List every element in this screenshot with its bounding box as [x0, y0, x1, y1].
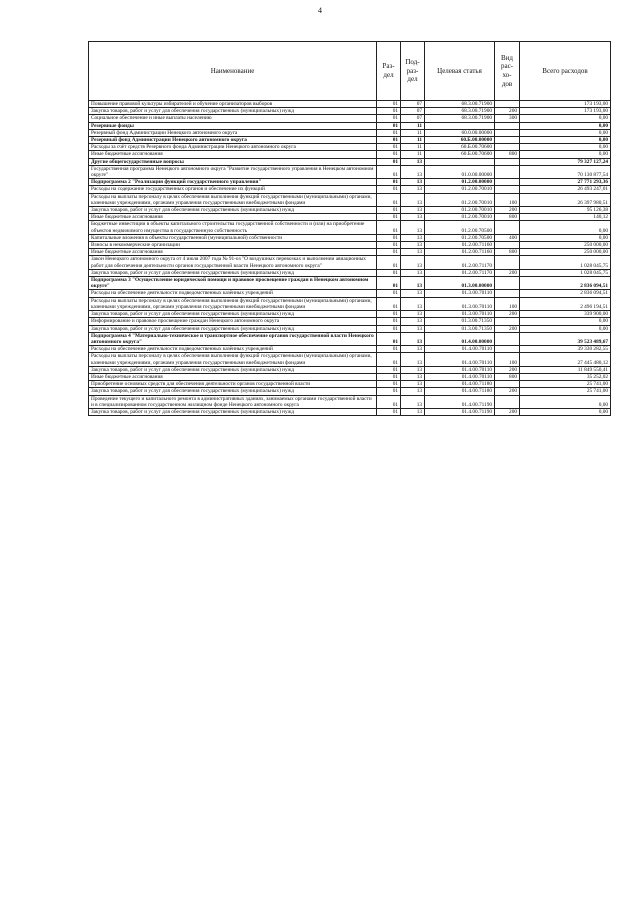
- cell-razdel: 01: [377, 353, 401, 366]
- cell-razdel: 01: [377, 249, 401, 256]
- cell-podrazdel: 13: [401, 256, 425, 269]
- cell-name: Другие общегосударственные вопросы: [89, 158, 377, 165]
- cell-podrazdel: 13: [401, 242, 425, 249]
- cell-vid: [495, 256, 520, 269]
- cell-podrazdel: 13: [401, 186, 425, 193]
- table-row: [89, 311, 611, 318]
- cell-razdel: 01: [377, 207, 401, 214]
- cell-target: 01.2.00.70500: [425, 221, 495, 234]
- table-row: [89, 297, 611, 310]
- cell-razdel: 01: [377, 101, 401, 108]
- budget-table: [88, 41, 611, 416]
- cell-total: 27 445 480,12: [520, 353, 611, 366]
- cell-total: 25 741,00: [520, 381, 611, 388]
- cell-name: Закупка товаров, работ и услуг для обеспечения государственных (муниципальных) нужд: [89, 108, 377, 115]
- table-row: [89, 381, 611, 388]
- cell-podrazdel: 13: [401, 381, 425, 388]
- cell-vid: [495, 165, 520, 178]
- cell-podrazdel: 13: [401, 346, 425, 353]
- cell-vid: [495, 179, 520, 186]
- table-header-row: [89, 42, 611, 101]
- cell-total: 250 000,00: [520, 249, 611, 256]
- table-row: [89, 395, 611, 408]
- cell-total: 27 771 293,36: [520, 179, 611, 186]
- cell-name: Закупка товаров, работ и услуг для обеспечения государственных (муниципальных) нужд: [89, 311, 377, 318]
- cell-vid: 200: [495, 269, 520, 276]
- cell-vid: [495, 137, 520, 144]
- cell-razdel: 01: [377, 395, 401, 408]
- cell-target: 68.3.00.71900: [425, 108, 495, 115]
- cell-target: 01.2.00.70010: [425, 214, 495, 221]
- table-row: [89, 234, 611, 241]
- cell-total: 173 193,00: [520, 108, 611, 115]
- cell-razdel: 01: [377, 332, 401, 345]
- cell-total: 0,00: [520, 151, 611, 158]
- cell-vid: 100: [495, 193, 520, 206]
- cell-podrazdel: 13: [401, 193, 425, 206]
- cell-vid: 100: [495, 297, 520, 310]
- table-row: [89, 249, 611, 256]
- cell-name: Закупка товаров, работ и услуг для обеспечения государственных (муниципальных) нужд: [89, 366, 377, 373]
- cell-razdel: 01: [377, 373, 401, 380]
- cell-vid: 200: [495, 108, 520, 115]
- cell-vid: 200: [495, 388, 520, 395]
- cell-total: 2 836 094,51: [520, 277, 611, 290]
- table-row: [89, 325, 611, 332]
- header-podrazdel: Под- раз- дел: [401, 42, 425, 101]
- cell-total: 0,00: [520, 318, 611, 325]
- table-row: [89, 179, 611, 186]
- cell-total: 250 000,00: [520, 242, 611, 249]
- cell-total: 2 496 194,51: [520, 297, 611, 310]
- cell-target: 60.Б.00.70600: [425, 151, 495, 158]
- cell-vid: [495, 242, 520, 249]
- cell-total: 95 126,38: [520, 207, 611, 214]
- cell-razdel: 01: [377, 137, 401, 144]
- cell-razdel: 01: [377, 193, 401, 206]
- table-row: [89, 186, 611, 193]
- cell-podrazdel: 13: [401, 221, 425, 234]
- cell-target: 68.3.00.71900: [425, 115, 495, 122]
- table-row: [89, 193, 611, 206]
- header-razdel: Раз- дел: [377, 42, 401, 101]
- cell-razdel: 01: [377, 381, 401, 388]
- cell-name: Закупка товаров, работ и услуг для обеспечения государственных (муниципальных) нужд: [89, 388, 377, 395]
- table-row: [89, 101, 611, 108]
- table-row: [89, 122, 611, 129]
- cell-podrazdel: 07: [401, 108, 425, 115]
- cell-name: Иные бюджетные ассигнования: [89, 249, 377, 256]
- cell-podrazdel: 13: [401, 165, 425, 178]
- cell-razdel: 01: [377, 221, 401, 234]
- cell-podrazdel: 13: [401, 325, 425, 332]
- cell-vid: [495, 186, 520, 193]
- cell-target: 01.4.00.00000: [425, 332, 495, 345]
- cell-podrazdel: 13: [401, 277, 425, 290]
- cell-target: 60.Б.00.70600: [425, 144, 495, 151]
- cell-razdel: 01: [377, 388, 401, 395]
- cell-vid: [495, 381, 520, 388]
- cell-vid: 200: [495, 408, 520, 415]
- cell-razdel: 01: [377, 186, 401, 193]
- cell-vid: 800: [495, 151, 520, 158]
- cell-vid: [495, 129, 520, 136]
- cell-name: Закупка товаров, работ и услуг для обеспечения государственных (муниципальных) нужд: [89, 207, 377, 214]
- cell-target: 01.2.00.70010: [425, 186, 495, 193]
- table-row: [89, 290, 611, 297]
- cell-name: Государственная программа Ненецкого автономного округа "Развитие государственного управления в Ненецком автономном округе": [89, 165, 377, 178]
- table-row: [89, 129, 611, 136]
- cell-target: 01.2.00.70010: [425, 193, 495, 206]
- table-row: [89, 346, 611, 353]
- cell-razdel: 01: [377, 214, 401, 221]
- table-row: [89, 214, 611, 221]
- cell-name: Расходы на обеспечение деятельности подведомственных казённых учреждений: [89, 346, 377, 353]
- cell-target: 01.4.00.71190: [425, 395, 495, 408]
- cell-podrazdel: 11: [401, 122, 425, 129]
- cell-total: 173 193,00: [520, 101, 611, 108]
- cell-podrazdel: 07: [401, 115, 425, 122]
- table-row: [89, 353, 611, 366]
- table-row: [89, 366, 611, 373]
- cell-podrazdel: 13: [401, 388, 425, 395]
- cell-podrazdel: 13: [401, 249, 425, 256]
- cell-total: 0,00: [520, 122, 611, 129]
- cell-target: 01.4.00.70110: [425, 353, 495, 366]
- cell-target: [425, 122, 495, 129]
- cell-target: 60.Б.00.00000: [425, 137, 495, 144]
- cell-razdel: 01: [377, 408, 401, 415]
- cell-vid: [495, 318, 520, 325]
- cell-podrazdel: 13: [401, 318, 425, 325]
- cell-name: Бюджетные инвестиции в объекты капитального строительства государственной собственности и (или) на приобретение объектов недвижимого имущества в государственную собственность: [89, 221, 377, 234]
- cell-name: Закон Ненецкого автономного округа от 4 июля 2007 года № 91-оз "О воздушных перевозках и выполнении авиационных работ для обеспечения деятельности органов государственной власти Ненецкого автономного округа": [89, 256, 377, 269]
- cell-vid: [495, 221, 520, 234]
- cell-name: Резервные фонды: [89, 122, 377, 129]
- table-row: [89, 151, 611, 158]
- cell-razdel: 01: [377, 115, 401, 122]
- cell-target: 01.3.00.70110: [425, 297, 495, 310]
- cell-vid: 800: [495, 249, 520, 256]
- cell-vid: [495, 332, 520, 345]
- cell-name: Закупка товаров, работ и услуг для обеспечения государственных (муниципальных) нужд: [89, 408, 377, 415]
- cell-name: Резервный фонд Администрации Ненецкого автономного округа: [89, 137, 377, 144]
- cell-razdel: 01: [377, 256, 401, 269]
- cell-vid: [495, 290, 520, 297]
- cell-target: 01.3.00.71350: [425, 318, 495, 325]
- table-row: [89, 158, 611, 165]
- cell-target: 01.4.00.70110: [425, 366, 495, 373]
- cell-target: 01.2.00.00000: [425, 179, 495, 186]
- cell-target: 01.4.00.71180: [425, 381, 495, 388]
- cell-name: Расходы за счёт средств Резервного фонда Администрации Ненецкого автономного округа: [89, 144, 377, 151]
- cell-total: 0,00: [520, 144, 611, 151]
- cell-total: 70 130 877,54: [520, 165, 611, 178]
- cell-podrazdel: 13: [401, 207, 425, 214]
- cell-vid: 300: [495, 115, 520, 122]
- cell-podrazdel: 13: [401, 290, 425, 297]
- cell-total: 11 849 550,41: [520, 366, 611, 373]
- cell-podrazdel: 11: [401, 129, 425, 136]
- cell-target: 68.3.00.71900: [425, 101, 495, 108]
- cell-razdel: 01: [377, 234, 401, 241]
- cell-total: 0,00: [520, 408, 611, 415]
- cell-total: 39 330 282,55: [520, 346, 611, 353]
- table-row: [89, 388, 611, 395]
- cell-total: 1 028 045,75: [520, 256, 611, 269]
- cell-target: 01.3.00.70110: [425, 290, 495, 297]
- cell-vid: 800: [495, 373, 520, 380]
- cell-podrazdel: 13: [401, 332, 425, 345]
- cell-razdel: 01: [377, 366, 401, 373]
- cell-total: 0,00: [520, 137, 611, 144]
- cell-total: 0,00: [520, 221, 611, 234]
- cell-total: 2 836 094,51: [520, 290, 611, 297]
- cell-razdel: 01: [377, 242, 401, 249]
- cell-podrazdel: 07: [401, 101, 425, 108]
- cell-podrazdel: 11: [401, 151, 425, 158]
- table-row: [89, 144, 611, 151]
- cell-total: 0,00: [520, 395, 611, 408]
- cell-podrazdel: 13: [401, 234, 425, 241]
- cell-target: 01.3.00.70110: [425, 311, 495, 318]
- cell-razdel: 01: [377, 158, 401, 165]
- cell-razdel: 01: [377, 269, 401, 276]
- cell-razdel: 01: [377, 277, 401, 290]
- cell-podrazdel: 13: [401, 373, 425, 380]
- cell-name: Капитальные вложения в объекты государственной (муниципальной) собственности: [89, 234, 377, 241]
- table-row: [89, 207, 611, 214]
- cell-target: 01.4.00.70110: [425, 346, 495, 353]
- cell-razdel: 01: [377, 129, 401, 136]
- cell-vid: [495, 158, 520, 165]
- cell-name: Социальное обеспечение и иные выплаты населению: [89, 115, 377, 122]
- cell-podrazdel: 13: [401, 214, 425, 221]
- cell-target: 01.4.00.70110: [425, 373, 495, 380]
- table-row: [89, 137, 611, 144]
- cell-target: 01.2.00.71170: [425, 256, 495, 269]
- cell-total: 0,00: [520, 129, 611, 136]
- cell-razdel: 01: [377, 290, 401, 297]
- table-row: [89, 221, 611, 234]
- cell-name: Резервный фонд Администрации Ненецкого автономного округа: [89, 129, 377, 136]
- cell-razdel: 01: [377, 325, 401, 332]
- cell-podrazdel: 13: [401, 395, 425, 408]
- cell-total: 26 493 247,01: [520, 186, 611, 193]
- cell-name: Иные бюджетные ассигнования: [89, 151, 377, 158]
- table-row: [89, 165, 611, 178]
- cell-name: Расходы на содержание государственных органов и обеспечение их функций: [89, 186, 377, 193]
- cell-razdel: 01: [377, 165, 401, 178]
- table-row: [89, 256, 611, 269]
- cell-vid: 400: [495, 234, 520, 241]
- cell-name: Проведение текущего и капитального ремонта в административных зданиях, занимаемых органами государственной власти и в специализированном государственном жилищном фонде Ненецкого автономного округа: [89, 395, 377, 408]
- cell-name: Иные бюджетные ассигнования: [89, 214, 377, 221]
- cell-razdel: 01: [377, 108, 401, 115]
- cell-target: 01.3.00.00000: [425, 277, 495, 290]
- cell-name: Закупка товаров, работ и услуг для обеспечения государственных (муниципальных) нужд: [89, 269, 377, 276]
- cell-vid: [495, 101, 520, 108]
- cell-vid: [495, 277, 520, 290]
- cell-target: 01.4.00.71180: [425, 388, 495, 395]
- cell-vid: 200: [495, 325, 520, 332]
- cell-target: 01.3.00.71350: [425, 325, 495, 332]
- cell-name: Расходы на обеспечение деятельности подведомственных казённых учреждений: [89, 290, 377, 297]
- cell-name: Повышение правовой культуры избирателей и обучение организаторов выборов: [89, 101, 377, 108]
- table-body: [89, 101, 611, 416]
- cell-total: 0,00: [520, 115, 611, 122]
- cell-name: Подпрограмма 2 "Реализация функций государственного управления": [89, 179, 377, 186]
- cell-total: 0,00: [520, 325, 611, 332]
- cell-vid: 800: [495, 214, 520, 221]
- cell-target: 01.2.00.71160: [425, 242, 495, 249]
- cell-total: 25 741,00: [520, 388, 611, 395]
- table-row: [89, 332, 611, 345]
- cell-name: Подпрограмма 3 "Осуществление юридической помощи и правовое просвещение граждан в Ненецком автономном округе": [89, 277, 377, 290]
- table-row: [89, 115, 611, 122]
- cell-razdel: 01: [377, 297, 401, 310]
- cell-razdel: 01: [377, 151, 401, 158]
- cell-target: [425, 158, 495, 165]
- cell-target: 01.2.00.70500: [425, 234, 495, 241]
- header-total: Всего расходов: [520, 42, 611, 101]
- cell-total: 79 327 127,24: [520, 158, 611, 165]
- cell-name: Расходы на выплаты персоналу в целях обеспечения выполнения функций государственными (муниципальными) органами, казенными учреждениями, органами управления государственными внебюджетными фондами: [89, 193, 377, 206]
- cell-name: Иные бюджетные ассигнования: [89, 373, 377, 380]
- cell-razdel: 01: [377, 122, 401, 129]
- cell-total: 26 397 980,51: [520, 193, 611, 206]
- cell-razdel: 01: [377, 346, 401, 353]
- cell-name: Информирование и правовое просвещение граждан Ненецкого автономного округа: [89, 318, 377, 325]
- header-vid: Вид рас- хо- дов: [495, 42, 520, 101]
- cell-razdel: 01: [377, 179, 401, 186]
- cell-target: 01.0.00.00000: [425, 165, 495, 178]
- cell-target: 01.4.00.71190: [425, 408, 495, 415]
- cell-vid: 200: [495, 207, 520, 214]
- cell-podrazdel: 13: [401, 179, 425, 186]
- table-row: [89, 108, 611, 115]
- cell-name: Расходы на выплаты персоналу в целях обеспечения выполнения функций государственными (муниципальными) органами, казенными учреждениями, органами управления государственными внебюджетными фондами: [89, 353, 377, 366]
- cell-total: 0,00: [520, 234, 611, 241]
- cell-target: 60.0.00.00000: [425, 129, 495, 136]
- cell-name: Закупка товаров, работ и услуг для обеспечения государственных (муниципальных) нужд: [89, 325, 377, 332]
- cell-vid: 200: [495, 311, 520, 318]
- cell-podrazdel: 13: [401, 353, 425, 366]
- cell-total: 140,12: [520, 214, 611, 221]
- table-row: [89, 277, 611, 290]
- cell-vid: 100: [495, 353, 520, 366]
- cell-vid: [495, 395, 520, 408]
- cell-podrazdel: 11: [401, 137, 425, 144]
- cell-podrazdel: 13: [401, 158, 425, 165]
- cell-podrazdel: 13: [401, 366, 425, 373]
- page-number: 4: [318, 6, 322, 15]
- cell-vid: [495, 144, 520, 151]
- cell-vid: [495, 122, 520, 129]
- cell-total: 339 900,00: [520, 311, 611, 318]
- cell-name: Подпрограмма 4 "Материально-техническое и транспортное обеспечение органов государственной власти Ненецкого автономного округа": [89, 332, 377, 345]
- cell-razdel: 01: [377, 311, 401, 318]
- cell-total: 35 252,02: [520, 373, 611, 380]
- header-target: Целевая статья: [425, 42, 495, 101]
- table-row: [89, 318, 611, 325]
- cell-razdel: 01: [377, 318, 401, 325]
- cell-target: 01.2.00.71170: [425, 269, 495, 276]
- cell-name: Приобретение основных средств для обеспечения деятельности органов государственной власти: [89, 381, 377, 388]
- cell-vid: [495, 346, 520, 353]
- cell-name: Расходы на выплаты персоналу в целях обеспечения выполнения функций государственными (муниципальными) органами, казенными учреждениями, органами управления государственными внебюджетными фондами: [89, 297, 377, 310]
- cell-total: 39 523 489,67: [520, 332, 611, 345]
- cell-total: 1 028 045,75: [520, 269, 611, 276]
- cell-podrazdel: 11: [401, 144, 425, 151]
- cell-razdel: 01: [377, 144, 401, 151]
- cell-podrazdel: 13: [401, 269, 425, 276]
- cell-target: 01.2.00.70010: [425, 207, 495, 214]
- cell-vid: 200: [495, 366, 520, 373]
- table-row: [89, 373, 611, 380]
- cell-name: Взносы в некоммерческие организации: [89, 242, 377, 249]
- table-row: [89, 242, 611, 249]
- cell-podrazdel: 13: [401, 408, 425, 415]
- cell-target: 01.2.00.71160: [425, 249, 495, 256]
- table-row: [89, 408, 611, 415]
- cell-podrazdel: 13: [401, 297, 425, 310]
- header-name: Наименование: [89, 42, 377, 101]
- cell-podrazdel: 13: [401, 311, 425, 318]
- table-row: [89, 269, 611, 276]
